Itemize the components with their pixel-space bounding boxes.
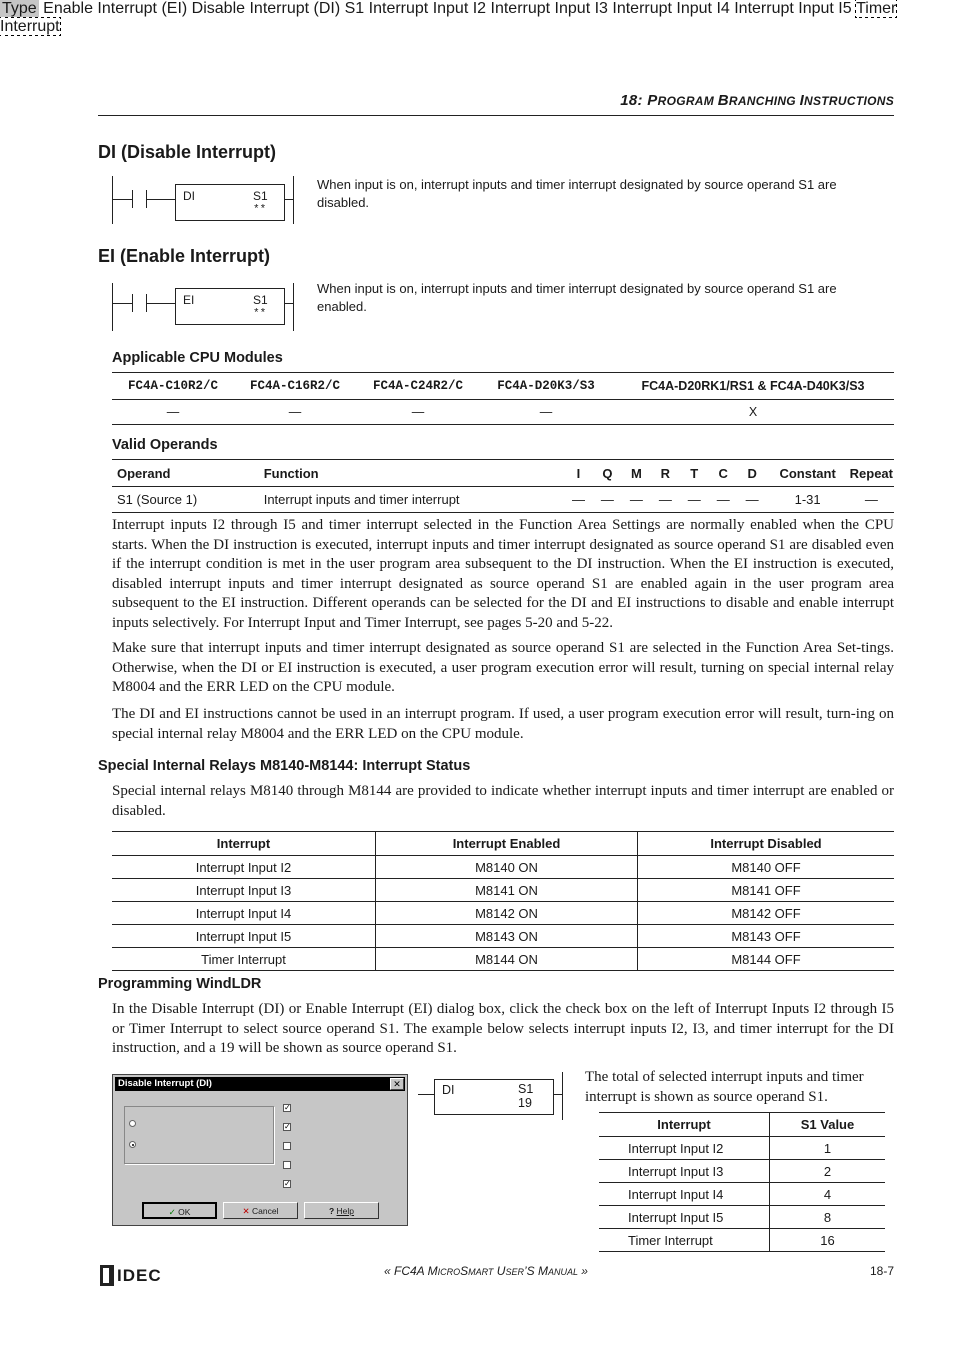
s1-cell: 4 <box>770 1183 886 1206</box>
idec-logo-text: IDEC <box>117 1266 162 1285</box>
operands-header: Constant <box>779 465 836 481</box>
cpu-header: FC4A-D20K3/S3 <box>497 379 595 393</box>
paragraph-interrupt-overview: Interrupt inputs I2 through I5 and timer interrupt selected in the Function Area Settings are normally enabled when the CPU starts. When the DI instruction is executed, interrupt inputs and timer interrupt designated as source operand S1 are disabled even if the interrupt condition is met in the user program area subsequent to the DI instruction. When the EI instruction is executed, disabled interrupt inputs and timer interrupt designated as source operand S1 are enabled again in the user program area subsequent to the EI instruction. Different operands can be selected for the DI and EI instructions to disable and enable interrupt inputs selectively. For Interrupt Input and Timer Interrupt, see pages 5-20 and 5-22. <box>112 517 894 631</box>
operands-cell: — <box>600 492 614 507</box>
chapter-title-part: ROGRAM <box>657 94 718 108</box>
s1-cell: 8 <box>770 1206 886 1229</box>
relays-title: Special Internal Relays M8140-M8144: Interrupt Status <box>98 758 471 774</box>
footer-part: » <box>577 1264 588 1278</box>
checkbox-label: Interrupt Input I3 <box>490 0 608 17</box>
close-icon[interactable]: ✕ <box>390 1078 404 1090</box>
footer-part: S <box>460 1264 469 1278</box>
cpu-cell: X <box>748 405 758 419</box>
operands-header: Function <box>263 465 319 481</box>
cpu-modules-row <box>112 400 894 425</box>
table-row <box>112 879 894 902</box>
operands-cell: — <box>745 492 759 507</box>
cancel-label: Cancel <box>252 1206 279 1216</box>
operands-header: Q <box>602 465 613 481</box>
chapter-number: 18: <box>620 92 643 109</box>
chapter-title-part: P <box>647 92 658 109</box>
cpu-header: FC4A-C10R2/C <box>127 379 218 393</box>
ei-box-operand-value: ** <box>253 308 267 320</box>
checkbox-timer-interrupt[interactable]: ✓ <box>284 1179 291 1188</box>
ok-button[interactable] <box>142 1202 217 1219</box>
valid-operands-table <box>112 459 894 513</box>
checkbox-label: Interrupt Input I2 <box>368 0 487 17</box>
radio-enable-interrupt[interactable] <box>129 1120 136 1127</box>
radio-disable-interrupt[interactable] <box>129 1141 136 1148</box>
relays-cell: M8143 ON <box>376 925 638 948</box>
relays-intro: Special internal relays M8140 through M8144 are provided to indicate whether interrupt inputs and timer interrupt are enabled or disabled. <box>112 783 894 819</box>
operands-header: M <box>630 465 642 481</box>
checkbox-interrupt-input-i3[interactable]: ✓ <box>284 1122 291 1131</box>
chapter-title-part: RANCHING <box>728 94 800 108</box>
relays-cell: M8141 OFF <box>638 879 895 902</box>
cpu-cell: — <box>166 405 180 419</box>
table-row <box>112 856 894 879</box>
example-box-operand: S1 <box>518 1082 534 1096</box>
cpu-modules-header-row <box>112 373 894 400</box>
s1-cell: 1 <box>770 1137 886 1160</box>
operands-cell: — <box>687 492 701 507</box>
valid-operands-title: Valid Operands <box>112 437 218 453</box>
example-box-value: 19 <box>518 1096 532 1110</box>
s1-header-row <box>599 1113 885 1137</box>
cpu-header: FC4A-C24R2/C <box>372 379 463 393</box>
ei-description: When input is on, interrupt inputs and timer interrupt designated by source operand S1 are enabled. <box>317 281 837 314</box>
dialog-title-bar: Disable Interrupt (DI) <box>115 1077 405 1091</box>
relays-cell: Timer Interrupt <box>201 951 286 967</box>
relays-cell: M8142 ON <box>376 902 638 925</box>
checkbox-label: Timer Interrupt <box>0 0 897 35</box>
di-box-operand-value: ** <box>253 204 267 216</box>
table-row <box>599 1229 885 1252</box>
footer-part: ANUAL <box>547 1267 578 1277</box>
table-row <box>599 1183 885 1206</box>
relays-cell: M8143 OFF <box>638 925 895 948</box>
chapter-title-part: B <box>717 92 729 109</box>
operands-cell: — <box>658 492 672 507</box>
page-number: 18-7 <box>869 1264 894 1278</box>
footer-part: ’S M <box>523 1264 548 1278</box>
s1-value-table <box>599 1112 885 1252</box>
relays-cell: Interrupt Input I5 <box>195 928 292 944</box>
example-box-label: DI <box>442 1083 455 1097</box>
check-icon: ✓ <box>168 1207 176 1217</box>
header-rule <box>98 115 894 116</box>
di-title: DI (Disable Interrupt) <box>98 142 277 162</box>
operands-header: Repeat <box>849 465 893 481</box>
s1-cell: Interrupt Input I3 <box>628 1163 724 1179</box>
footer-part: « FC4A M <box>384 1264 438 1278</box>
operands-header: Operand <box>117 465 171 481</box>
table-row <box>599 1206 885 1229</box>
relays-cell: M8140 ON <box>376 856 638 879</box>
operands-header-row <box>112 460 894 487</box>
ei-title: EI (Enable Interrupt) <box>98 246 271 266</box>
s1-cell: 16 <box>770 1229 886 1252</box>
table-row <box>599 1160 885 1183</box>
ok-label: OK <box>178 1207 191 1217</box>
relays-cell: M8144 OFF <box>638 948 895 971</box>
di-box-label: DI <box>183 189 195 203</box>
relays-cell: Interrupt Input I4 <box>195 905 292 921</box>
di-function-box <box>175 184 285 221</box>
help-label: Help <box>336 1206 355 1216</box>
windldr-intro: In the Disable Interrupt (DI) or Enable Interrupt (EI) dialog box, click the check box on the left of Interrupt Inputs I2 through I5 or Timer Interrupt to select source operand S1. The example below selects interrupt inputs I2, I3, and timer interrupt for the DI instruction, and a 19 will be shown as source operand S1. <box>112 1001 894 1056</box>
ei-function-box <box>175 288 285 325</box>
relays-cell: M8141 ON <box>376 879 638 902</box>
chapter-heading <box>620 92 894 109</box>
operands-cell: — <box>629 492 643 507</box>
operands-row <box>112 487 894 513</box>
chapter-title-part: I <box>799 92 805 109</box>
relays-header: Interrupt Enabled <box>376 832 638 856</box>
s1-cell: Interrupt Input I5 <box>628 1209 724 1225</box>
s1-cell: Interrupt Input I4 <box>628 1186 724 1202</box>
footer-manual-title <box>384 1264 588 1278</box>
windldr-note: The total of selected interrupt inputs and timer interrupt is shown as source operand S1. <box>585 1069 864 1105</box>
s1-group-label: S1 <box>344 0 365 17</box>
cpu-header: FC4A-D20RK1/RS1 & FC4A-D40K3/S3 <box>641 379 865 393</box>
di-description: When input is on, interrupt inputs and timer interrupt designated by source operand S1 are disabled. <box>317 177 837 210</box>
cancel-button[interactable] <box>223 1202 298 1219</box>
checkbox-label: Interrupt Input I5 <box>734 0 852 17</box>
relays-table <box>112 831 894 971</box>
di-box-operand: S1 <box>253 189 268 203</box>
operands-cell: — <box>571 492 585 507</box>
relays-cell: M8142 OFF <box>638 902 895 925</box>
checkbox-label: Interrupt Input I4 <box>612 0 730 17</box>
type-group-label: Type <box>2 0 37 17</box>
relays-cell: Interrupt Input I2 <box>195 859 292 875</box>
operands-cell: S1 (Source 1) <box>117 492 198 507</box>
type-group <box>124 1106 274 1164</box>
table-row <box>112 902 894 925</box>
operands-cell: 1-31 <box>794 492 821 507</box>
s1-header: Interrupt <box>657 1117 711 1132</box>
s1-header: S1 Value <box>770 1113 886 1137</box>
footer-part: ICRO <box>437 1267 461 1277</box>
operands-cell: Interrupt inputs and timer interrupt <box>263 492 460 507</box>
operands-header: R <box>660 465 671 481</box>
s1-cell: 2 <box>770 1160 886 1183</box>
relays-header-row <box>112 832 894 856</box>
operands-header: I <box>576 465 581 481</box>
idec-logo <box>100 1265 168 1286</box>
cpu-modules-title: Applicable CPU Modules <box>112 350 283 366</box>
cpu-cell: — <box>288 405 302 419</box>
radio-disable-interrupt-label: Disable Interrupt (DI) <box>191 0 341 17</box>
relays-cell: Interrupt Input I3 <box>195 882 292 898</box>
ei-box-label: EI <box>183 293 195 307</box>
checkbox-interrupt-input-i2[interactable]: ✓ <box>284 1103 291 1112</box>
relays-header: Interrupt Disabled <box>638 832 895 856</box>
checkbox-interrupt-input-i5[interactable] <box>283 1161 291 1169</box>
operands-header: D <box>747 465 757 481</box>
operands-cell: — <box>864 492 878 507</box>
table-row <box>599 1137 885 1160</box>
question-icon: ? <box>328 1206 335 1216</box>
cpu-modules-table <box>112 372 894 425</box>
cpu-cell: — <box>411 405 425 419</box>
table-row <box>112 925 894 948</box>
paragraph-interrupt-program-note: The DI and EI instructions cannot be used in an interrupt program. If used, a user program execution error will result, turn-ing on special internal relay M8004 and the ERR LED on the CPU module. <box>112 706 894 742</box>
footer-part: SER <box>505 1267 524 1277</box>
radio-enable-interrupt-label: Enable Interrupt (EI) <box>43 0 188 17</box>
cross-icon: ✕ <box>242 1206 250 1216</box>
s1-cell: Interrupt Input I2 <box>628 1140 724 1156</box>
paragraph-function-area-note: Make sure that interrupt inputs and timer interrupt designated as source operand S1 are selected in the Function Area Set-tings. Otherwise, when the DI or EI instruction is executed, a user program execution error will result, turning on special internal relay M8004 and the ERR LED on the CPU module. <box>112 640 894 695</box>
s1-cell: Timer Interrupt <box>628 1232 713 1248</box>
operands-header: C <box>718 465 728 481</box>
relays-header: Interrupt <box>216 836 271 851</box>
footer-part: MART <box>468 1267 494 1277</box>
table-row <box>112 948 894 971</box>
ei-box-operand: S1 <box>253 293 268 307</box>
operands-header: T <box>690 465 699 481</box>
example-function-box <box>434 1079 554 1115</box>
checkbox-interrupt-input-i4[interactable] <box>283 1142 291 1150</box>
help-button[interactable] <box>304 1202 379 1219</box>
cpu-cell: — <box>539 405 553 419</box>
operands-cell: — <box>716 492 730 507</box>
chapter-title-part: NSTRUCTIONS <box>804 94 894 108</box>
relays-cell: M8140 OFF <box>638 856 895 879</box>
windldr-title: Programming WindLDR <box>98 976 262 992</box>
relays-cell: M8144 ON <box>376 948 638 971</box>
cpu-header: FC4A-C16R2/C <box>249 379 340 393</box>
footer-part: U <box>493 1264 506 1278</box>
